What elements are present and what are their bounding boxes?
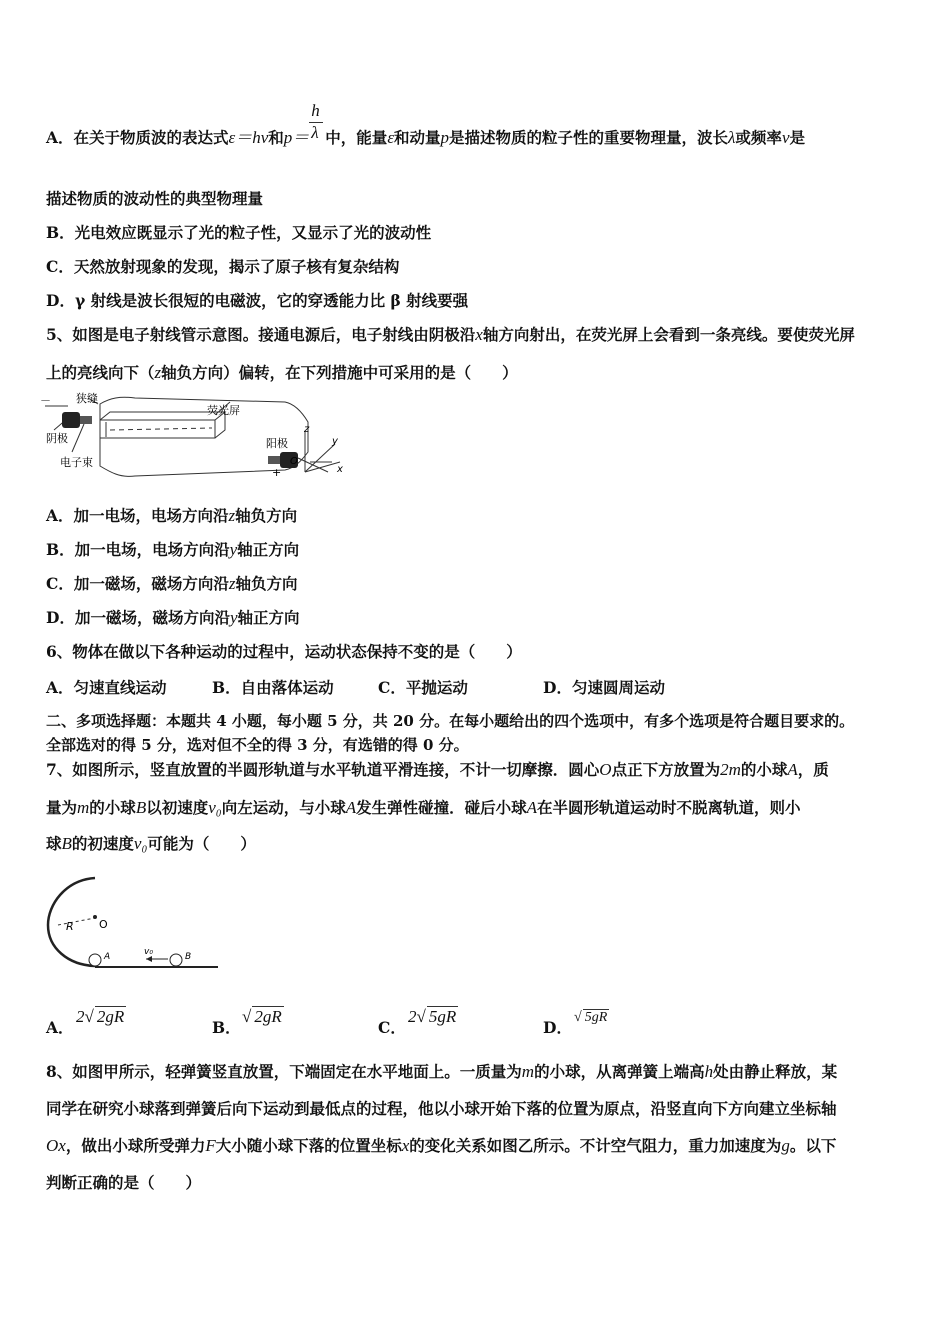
t: ，质 bbox=[797, 760, 829, 779]
t: 量为 bbox=[46, 798, 78, 817]
q4-a-end: 是 bbox=[789, 128, 805, 147]
sqrt-sign: √ bbox=[242, 1007, 252, 1026]
q8-stem-line3 bbox=[46, 1135, 836, 1157]
q4-option-b[interactable]: B．光电效应既显示了光的粒子性，又显示了光的波动性 bbox=[46, 223, 432, 242]
radicand: 2gR bbox=[254, 1007, 282, 1026]
frac-num: h bbox=[311, 101, 320, 120]
cathode-label: 阴极 bbox=[46, 432, 68, 445]
q7-option-d-label[interactable]: D． bbox=[543, 1018, 572, 1037]
a-label: A bbox=[104, 952, 111, 962]
t: 向左运动，与小球 bbox=[221, 798, 346, 817]
t: m bbox=[521, 1062, 535, 1081]
opt-post: 轴正方向 bbox=[237, 540, 300, 559]
q5-l1x: x bbox=[475, 325, 483, 344]
ball-a bbox=[89, 954, 101, 966]
t: 7、如图所示，竖直放置的半圆形轨道与水平轨道平滑连接，不计一切摩擦．圆心 bbox=[46, 760, 600, 779]
q4-a-and: 和 bbox=[268, 128, 284, 147]
q6-option-a[interactable]: A．匀速直线运动 bbox=[46, 678, 167, 697]
opt-pre: A．加一电场，电场方向沿 bbox=[46, 506, 229, 525]
q4-a-text: A．在关于物质波的表达式 bbox=[46, 128, 229, 147]
t: ，做出小球所受弹力 bbox=[65, 1136, 206, 1155]
q4-a-lam2: λ bbox=[728, 128, 736, 147]
q4-a-mid2: 和动量 bbox=[394, 128, 441, 147]
radicand: 5gR bbox=[428, 1007, 457, 1026]
t: 可能为（ ） bbox=[147, 834, 256, 853]
radius-line bbox=[58, 918, 95, 925]
t: g bbox=[781, 1136, 790, 1155]
section2-heading: 二、多项选择题：本题共 4 小题，每小题 5 分，共 20 分。在每小题给出的四个选项中，有多个选项是符合题目要求的。 bbox=[46, 712, 855, 730]
screen-label: 荧光屏 bbox=[207, 404, 240, 417]
q4-a-mid3: 是描述物质的粒子性的重要物理量，波长 bbox=[449, 128, 729, 147]
q5-option-b[interactable] bbox=[46, 539, 299, 561]
t: A bbox=[526, 798, 537, 817]
t: A bbox=[345, 798, 357, 817]
radicand: 5gR bbox=[584, 1010, 608, 1025]
q4-a-eps: ε bbox=[387, 128, 395, 147]
q4-a-p: p bbox=[440, 128, 450, 147]
v0-label: v₀ bbox=[144, 947, 153, 957]
t: 大小随小球下落的位置坐标 bbox=[215, 1136, 402, 1155]
cathode-ray-tube-figure bbox=[40, 392, 350, 482]
axis-y-label: y bbox=[332, 436, 338, 447]
q8-stem-line2: 同学在研究小球落到弹簧后向下运动到最低点的过程，他以小球开始下落的位置为原点，沿竖直向下方向建立坐标轴 bbox=[46, 1099, 837, 1118]
t: 在半圆形轨道运动时不脱离轨道，则小 bbox=[537, 798, 801, 817]
q7-option-b-label[interactable]: B． bbox=[212, 1018, 241, 1037]
q8-stem-line4: 判断正确的是（ ） bbox=[46, 1173, 202, 1192]
t: 。以下 bbox=[789, 1136, 837, 1155]
beam-label: 电子束 bbox=[60, 456, 93, 469]
anode-label: 阳极 bbox=[266, 437, 288, 450]
q6-option-d[interactable]: D．匀速圆周运动 bbox=[543, 678, 665, 697]
t: 的初速度 bbox=[71, 834, 134, 853]
coef: 2 bbox=[408, 1007, 417, 1026]
minus-label: － bbox=[40, 394, 51, 407]
center-dot bbox=[93, 915, 97, 919]
q7-answer-b[interactable] bbox=[242, 1006, 284, 1027]
q7-answer-d[interactable] bbox=[574, 1009, 609, 1026]
q5-option-d[interactable] bbox=[46, 607, 300, 629]
o-label: O bbox=[99, 918, 108, 931]
q4-a-mid4: 或频率 bbox=[735, 128, 782, 147]
r-label: R bbox=[66, 920, 74, 933]
ball-b bbox=[170, 954, 182, 966]
t: B bbox=[135, 798, 147, 817]
t: 的小球 bbox=[89, 798, 136, 817]
q4-a-peq: p＝ bbox=[283, 128, 310, 147]
q6-option-c[interactable]: C．平抛运动 bbox=[378, 678, 468, 697]
t: 2m bbox=[720, 760, 741, 779]
q5-l1a: 5、如图是电子射线管示意图。接通电源后，电子射线由阴极沿 bbox=[46, 325, 476, 344]
t: v₀ bbox=[208, 798, 222, 817]
q8-stem-line1 bbox=[46, 1061, 837, 1083]
opt-pre: C．加一磁场，磁场方向沿 bbox=[46, 574, 229, 593]
q4-a-eq1: ε＝hν bbox=[228, 128, 269, 147]
t: 的变化关系如图乙所示。不计空气阻力，重力加速度为 bbox=[409, 1136, 782, 1155]
t: F bbox=[205, 1136, 216, 1155]
opt-var: z bbox=[228, 506, 236, 525]
q5-l2z: z bbox=[154, 363, 162, 382]
t: A bbox=[787, 760, 798, 779]
opt-pre: D．加一磁场，磁场方向沿 bbox=[46, 608, 230, 627]
slit-label: 狭缝 bbox=[76, 392, 98, 405]
q4-option-a-cont: 描述物质的波动性的典型物理量 bbox=[46, 189, 264, 208]
plus-label: + bbox=[272, 466, 282, 479]
beam-line bbox=[110, 428, 212, 430]
q6-option-b[interactable]: B．自由落体运动 bbox=[212, 678, 334, 697]
q4-option-d[interactable]: D．γ 射线是波长很短的电磁波，它的穿透能力比 β 射线要强 bbox=[46, 291, 469, 310]
q7-answer-c[interactable] bbox=[408, 1006, 458, 1027]
opt-var: y bbox=[229, 540, 238, 559]
q5-l1b: 轴方向射出，在荧光屏上会看到一条亮线。要使荧光屏 bbox=[482, 325, 855, 344]
q7-answer-a[interactable] bbox=[76, 1006, 126, 1027]
q5-l2b: 轴负方向）偏转，在下列措施中可采用的是（ ） bbox=[161, 363, 518, 382]
t: 点正下方放置为 bbox=[611, 760, 721, 779]
q5-stem-line1 bbox=[46, 324, 855, 346]
q6-stem: 6、物体在做以下各种运动的过程中，运动状态保持不变的是（ ） bbox=[46, 642, 522, 661]
cathode-electrode bbox=[62, 412, 92, 428]
opt-post: 轴负方向 bbox=[235, 574, 298, 593]
frac-den: λ bbox=[311, 123, 319, 142]
q4-a-nu: ν bbox=[781, 128, 790, 147]
q7-option-a-label[interactable]: A． bbox=[46, 1018, 74, 1037]
q4-option-c[interactable]: C．天然放射现象的发现，揭示了原子核有复杂结构 bbox=[46, 257, 400, 276]
t: Ox bbox=[46, 1136, 66, 1155]
h-over-lambda-fraction bbox=[309, 101, 325, 150]
t: 8、如图甲所示，轻弹簧竖直放置，下端固定在水平地面上。一质量为 bbox=[46, 1062, 522, 1081]
axis-x-label: x bbox=[337, 464, 343, 475]
t: h bbox=[704, 1062, 714, 1081]
q5-option-a[interactable] bbox=[46, 505, 297, 527]
q4-a-mid1: 中，能量 bbox=[325, 128, 388, 147]
sqrt-sign: √ bbox=[84, 1007, 94, 1026]
t: B bbox=[61, 834, 72, 853]
radicand: 2gR bbox=[96, 1007, 125, 1026]
axis-o-label: O bbox=[290, 456, 298, 467]
opt-post: 轴负方向 bbox=[235, 506, 298, 525]
q7-option-c-label[interactable]: C． bbox=[378, 1018, 406, 1037]
q5-stem-line2 bbox=[46, 362, 518, 384]
t: m bbox=[77, 798, 90, 817]
sqrt-sign: √ bbox=[574, 1010, 582, 1025]
opt-pre: B．加一电场，电场方向沿 bbox=[46, 540, 230, 559]
t: v₀ bbox=[133, 834, 148, 853]
opt-var: y bbox=[229, 608, 238, 627]
q7-stem-line2 bbox=[46, 797, 801, 819]
section2-scoring: 全部选对的得 5 分，选对但不全的得 3 分，有选错的得 0 分。 bbox=[46, 736, 469, 754]
q7-stem-line1 bbox=[46, 759, 829, 781]
t: O bbox=[599, 760, 612, 779]
opt-post: 轴正方向 bbox=[237, 608, 300, 627]
sqrt-sign: √ bbox=[416, 1007, 426, 1026]
q5-l2a: 上的亮线向下（ bbox=[46, 363, 155, 382]
coef: 2 bbox=[76, 1007, 85, 1026]
q4-option-a[interactable] bbox=[46, 101, 805, 150]
semicircle-track-figure bbox=[40, 870, 230, 975]
q5-option-c[interactable] bbox=[46, 573, 297, 595]
t: 球 bbox=[46, 834, 62, 853]
opt-var: z bbox=[228, 574, 236, 593]
t: x bbox=[401, 1136, 410, 1155]
b-label: B bbox=[185, 952, 192, 962]
t: 的小球，从离弹簧上端高 bbox=[534, 1062, 705, 1081]
q7-stem-line3 bbox=[46, 833, 256, 855]
t: 发生弹性碰撞．碰后小球 bbox=[356, 798, 527, 817]
t: 处由静止释放，某 bbox=[713, 1062, 838, 1081]
t: 以初速度 bbox=[146, 798, 209, 817]
axis-z-label: z bbox=[304, 424, 310, 435]
t: 的小球 bbox=[740, 760, 788, 779]
